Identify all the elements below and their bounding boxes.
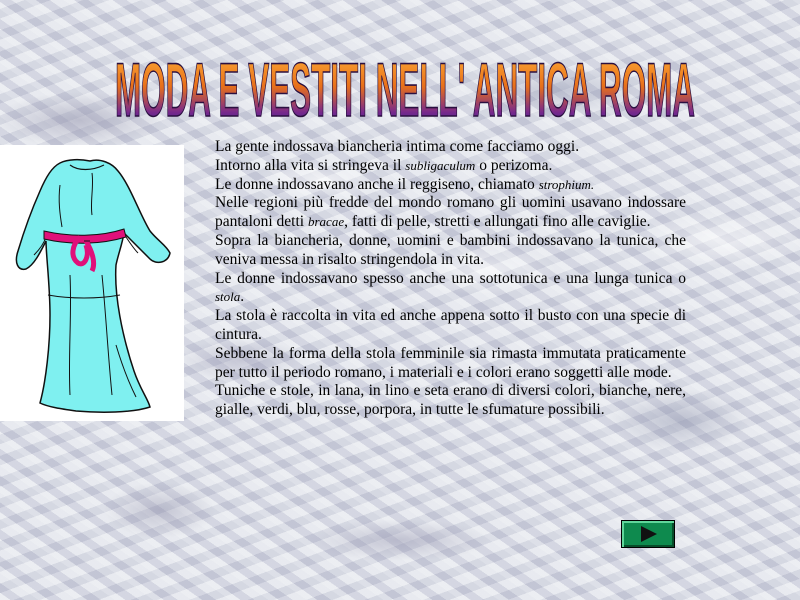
- paragraph-tunica: Sopra la biancheria, donne, uomini e bambini indossavano la tunica, che veniva messa in risalto stringendola in vita.: [215, 231, 686, 268]
- term-subligaculum: subligaculum: [405, 157, 476, 173]
- play-arrow-icon: [622, 521, 674, 547]
- paragraph-subligaculum: Intorno alla vita si stringeva il subligaculum o perizoma.: [215, 156, 553, 174]
- term-strophium: strophium.: [538, 176, 595, 192]
- term-stola: stola: [215, 289, 241, 305]
- article-text: [215, 138, 686, 420]
- paragraph-strophium: Le donne indossavano anche il reggiseno, chiamato strophium.: [215, 175, 595, 193]
- tunic-illustration: [0, 145, 184, 421]
- paragraph-bracae: Nelle regioni più fredde del mondo romano gli uomini usavano indossare pantaloni detti bracae, fatti di pelle, stretti e allungati fino alle caviglie.: [215, 194, 686, 231]
- title-text: MODA E VESTITI NELL' ANTICA ROMA: [115, 48, 695, 126]
- paragraph-stola: Le donne indossavano spesso anche una sottotunica e una lunga tunica o stola.: [215, 269, 686, 306]
- tunic-icon: [0, 145, 184, 421]
- paragraph-mode: Sebbene la forma della stola femminile sia rimasta immutata praticamente per tutto il periodo romano, i materiali e i colori erano soggetti alle mode.: [215, 344, 686, 381]
- paragraph-cintura: La stola è raccolta in vita ed anche appena sotto il busto con una specie di cintura.: [215, 307, 686, 343]
- next-slide-button[interactable]: [621, 520, 675, 548]
- title-wordart: [110, 36, 700, 126]
- paragraph-underwear: La gente indossava biancheria intima come facciamo oggi.: [215, 138, 580, 155]
- paragraph-colori: Tuniche e stole, in lana, in lino e seta erano di diversi colori, bianche, nere, gialle, verdi, blu, rosse, porpora, in tutte le sfumature possibili.: [215, 382, 686, 419]
- page-title: [110, 36, 700, 126]
- term-bracae: bracae: [307, 214, 345, 230]
